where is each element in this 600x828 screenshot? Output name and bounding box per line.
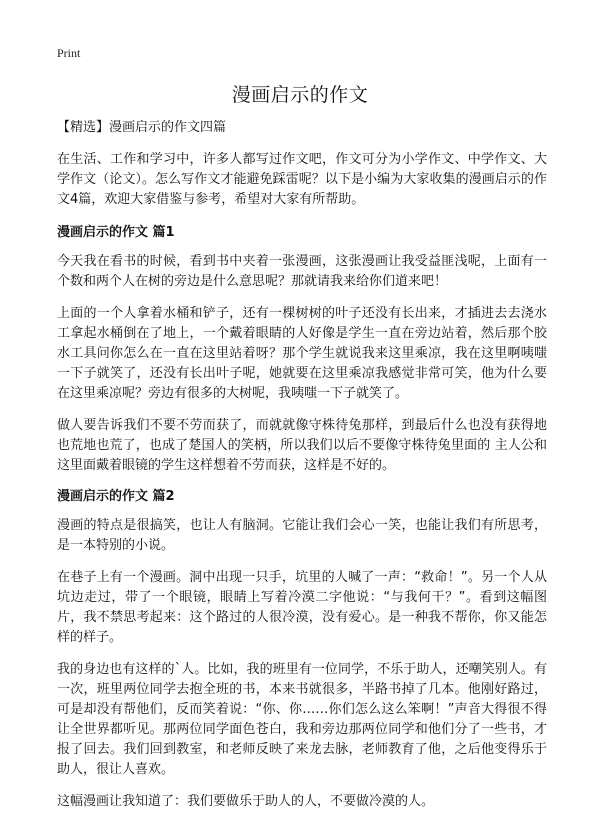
section-1-paragraph-3: 做人要告诉我们不要不劳而获了，而就就像守株待兔那样，到最后什么也没有获得地也荒地也荒了，也成了楚国人的笑柄，所以我们以后不要像守株待兔里面的 主人公和这里面戴着眼镜的学生这样想着不劳而获，这样是不好的。 [57,418,547,473]
section-2-paragraph-2: 在巷子上有一个漫画。洞中出现一只手，坑里的人喊了一声：“救命！”。另一个人从坑边走过，带了一个眼镜，眼睛上写着冷漠二字他说：“与我何干？”。看到这幅图片，我不禁思考起来：这个路过的人很冷漠，没有爱心。是一种我不帮你，你又能怎样的样子。 [57,570,547,645]
featured-tag-line: 【精选】漫画启示的作文四篇 [57,120,227,135]
section-heading-2: 漫画启示的作文 篇2 [57,489,175,504]
intro-paragraph: 在生活、工作和学习中，许多人都写过作文吧，作文可分为小学作文、中学作文、大学作文（论文）。怎么写作文才能避免踩雷呢？以下是小编为大家收集的漫画启示的作文4篇，欢迎大家借鉴与参考，希望对大家有所帮助。 [57,152,547,207]
page-title: 漫画启示的作文 [231,84,369,106]
section-2-paragraph-4: 这幅漫画让我知道了：我们要做乐于助人的人，不要做冷漠的人。 [57,794,435,809]
section-1-paragraph-1: 今天我在看书的时候，看到书中夹着一张漫画，这张漫画让我受益匪浅呢，上面有一个数和两个人在树的旁边是什么意思呢？那就请我来给你们道来吧！ [57,254,547,289]
section-2-paragraph-3: 我的身边也有这样的`人。比如，我的班里有一位同学，不乐于助人，还嘲笑别人。有一次，班里两位同学去抱全班的书，本来书就很多，半路书掉了几本。他刚好路过，可是却没有帮他们，反而笑着说：“你、你……你们怎么这么笨啊！”声音大得很不得让全世界都听见。那两位同学面色苍白，我和旁边那两位同学和他们分了一些书，才报了回去。我们回到教室，和老师反映了来龙去脉，老师教育了他，之后他变得乐于助人，很让人喜欢。 [57,662,547,777]
print-link[interactable]: Print [57,46,81,60]
section-1-paragraph-2: 上面的一个人拿着水桶和铲子，还有一棵树树的叶子还没有长出来，才插进去去浇水工拿起水桶倒在了地上，一个戴着眼睛的人好像是学生一直在旁边站着，然后那个胶水工具问你怎么在一直在这里站着呀？那个学生就说我来这里乘凉，我在这里啊咦嗤一下子就笑了，还没有长出叶子呢，她就要在这里乘凉我感觉非常可笑，他为什么要在这里乘凉呢？旁边有很多的大树呢，我咦嗤一下子就笑了。 [57,306,547,401]
section-heading-1: 漫画启示的作文 篇1 [57,225,175,240]
section-2-paragraph-1: 漫画的特点是很搞笑，也让人有脑洞。它能让我们会心一笑，也能让我们有所思考，是一本特别的小说。 [57,518,547,553]
article-body [57,119,547,824]
